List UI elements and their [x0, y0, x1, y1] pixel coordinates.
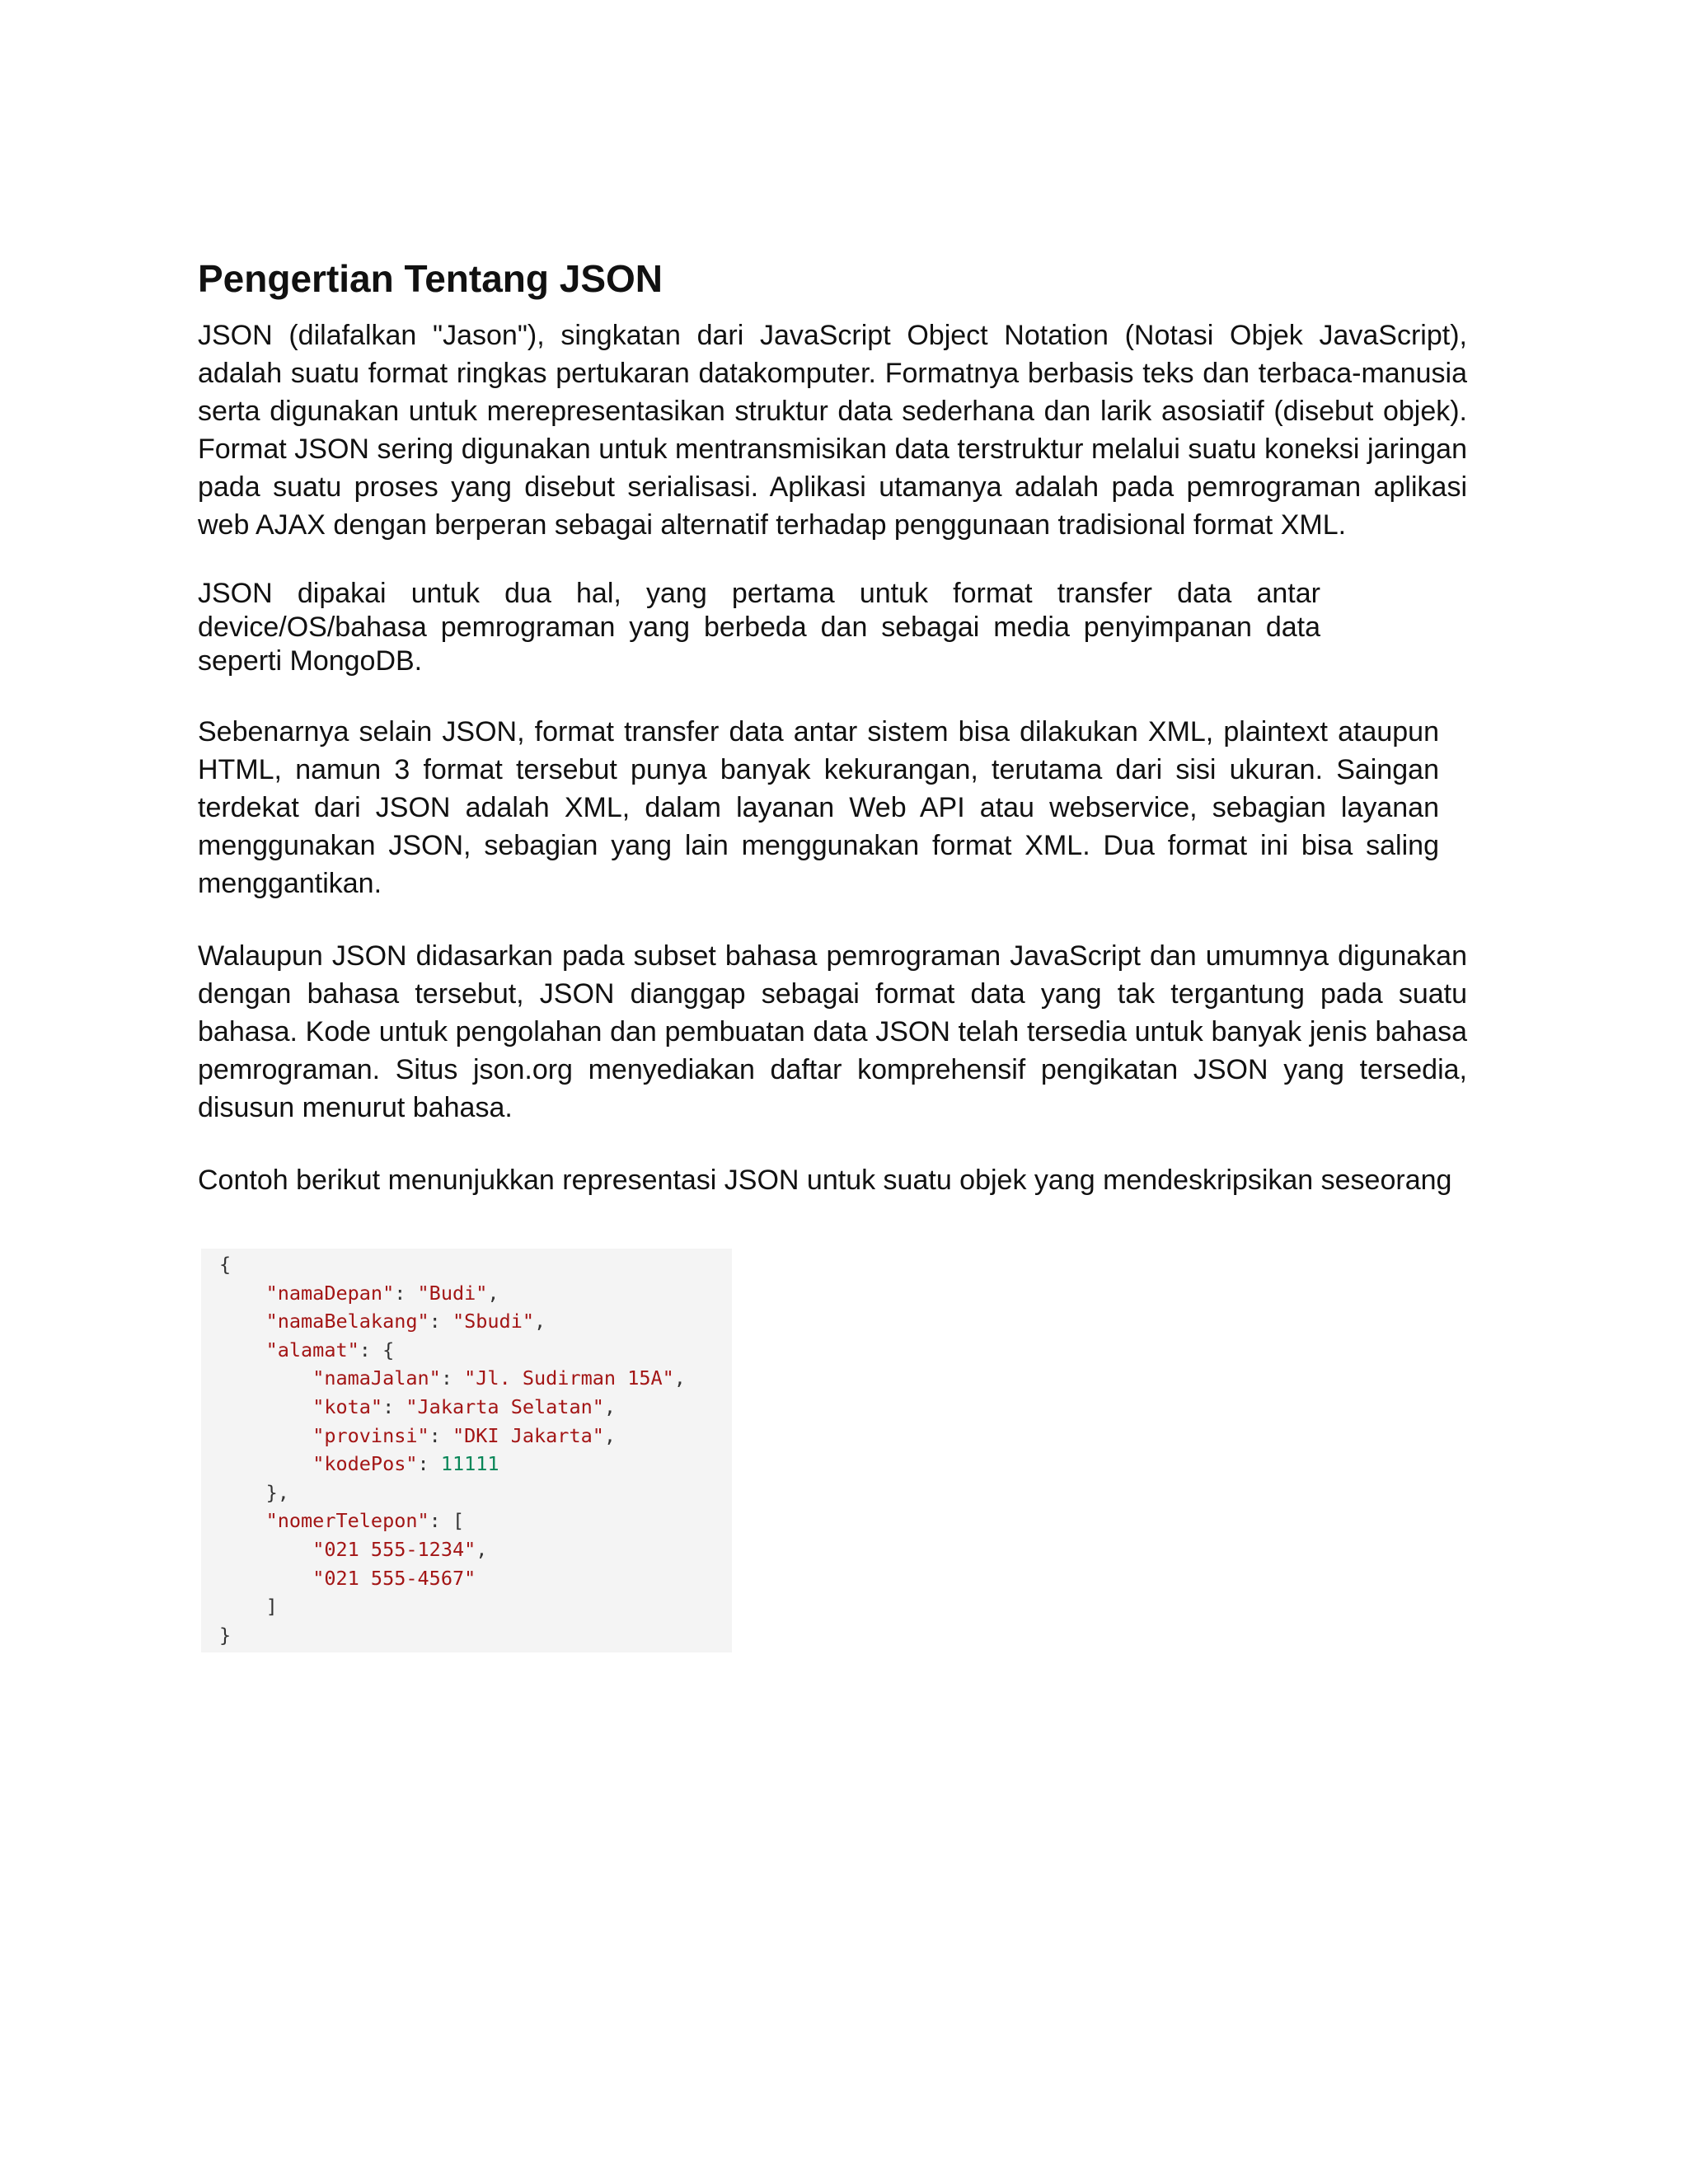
json-code-example [201, 1249, 732, 1652]
paragraph-comparison: Sebenarnya selain JSON, format transfer data antar sistem bisa dilakukan XML, plaintext ataupun HTML, namun 3 format tersebut punya banyak kekurangan, terutama dari sisi ukuran. Saingan terdekat dari JSON adalah XML, dalam layanan Web API atau webservice, sebagian layanan menggunakan JSON, sebagian yang lain menggunakan format XML. Dua format ini bisa saling menggantikan. [198, 716, 1439, 899]
code-line: "namaJalan": "Jl. Sudirman 15A", [312, 1366, 686, 1390]
code-block [219, 1250, 686, 1649]
code-line: "provinsi": "DKI Jakarta", [312, 1423, 617, 1447]
code-line: "alamat": { [265, 1338, 395, 1361]
document-page [198, 255, 1550, 1199]
paragraph-language-independence: Walaupun JSON didasarkan pada subset bahasa pemrograman JavaScript dan umumnya digunakan dengan bahasa tersebut, JSON dianggap sebagai format data yang tak tergantung pada suatu bahasa. Kode untuk pengolahan dan pembuatan data JSON telah tersedia untuk banyak jenis bahasa pemrograman. Situs json.org menyediakan daftar komprehensif pengikatan JSON yang tersedia, disusun menurut bahasa. [198, 940, 1467, 1123]
code-line: "nomerTelepon": [ [265, 1509, 465, 1533]
code-line: "021 555-1234", [312, 1537, 488, 1561]
code-line: }, [265, 1480, 289, 1504]
code-line: } [219, 1623, 232, 1647]
code-line: ] [265, 1595, 278, 1619]
code-line: "021 555-4567" [312, 1566, 476, 1590]
code-line: "kodePos": 11111 [312, 1452, 499, 1476]
paragraph-uses: JSON dipakai untuk dua hal, yang pertama untuk format transfer data antar device/OS/bahasa pemrograman yang berbeda dan sebagai media penyimpanan data seperti MongoDB. [198, 578, 1320, 677]
paragraph-definition: JSON (dilafalkan "Jason"), singkatan dari JavaScript Object Notation (Notasi Objek JavaScript), adalah suatu format ringkas pertukaran datakomputer. Formatnya berbasis teks dan terbaca-manusia serta digunakan untuk merepresentasikan struktur data sederhana dan larik asosiatif (disebut objek). Format JSON sering digunakan untuk mentransmisikan data terstruktur melalui suatu koneksi jaringan pada suatu proses yang disebut serialisasi. Aplikasi utamanya adalah pada pemrograman aplikasi web AJAX dengan berperan sebagai alternatif terhadap penggunaan tradisional format XML. [198, 320, 1467, 541]
page-title: Pengertian Tentang JSON [198, 257, 663, 300]
code-line: "kota": "Jakarta Selatan", [312, 1394, 617, 1418]
paragraph-example-intro: Contoh berikut menunjukkan representasi JSON untuk suatu objek yang mendeskripsikan seseorang [198, 1165, 1452, 1196]
code-line: { [219, 1253, 232, 1276]
code-line: "namaDepan": "Budi", [265, 1281, 499, 1305]
code-line: "namaBelakang": "Sbudi", [265, 1310, 546, 1333]
